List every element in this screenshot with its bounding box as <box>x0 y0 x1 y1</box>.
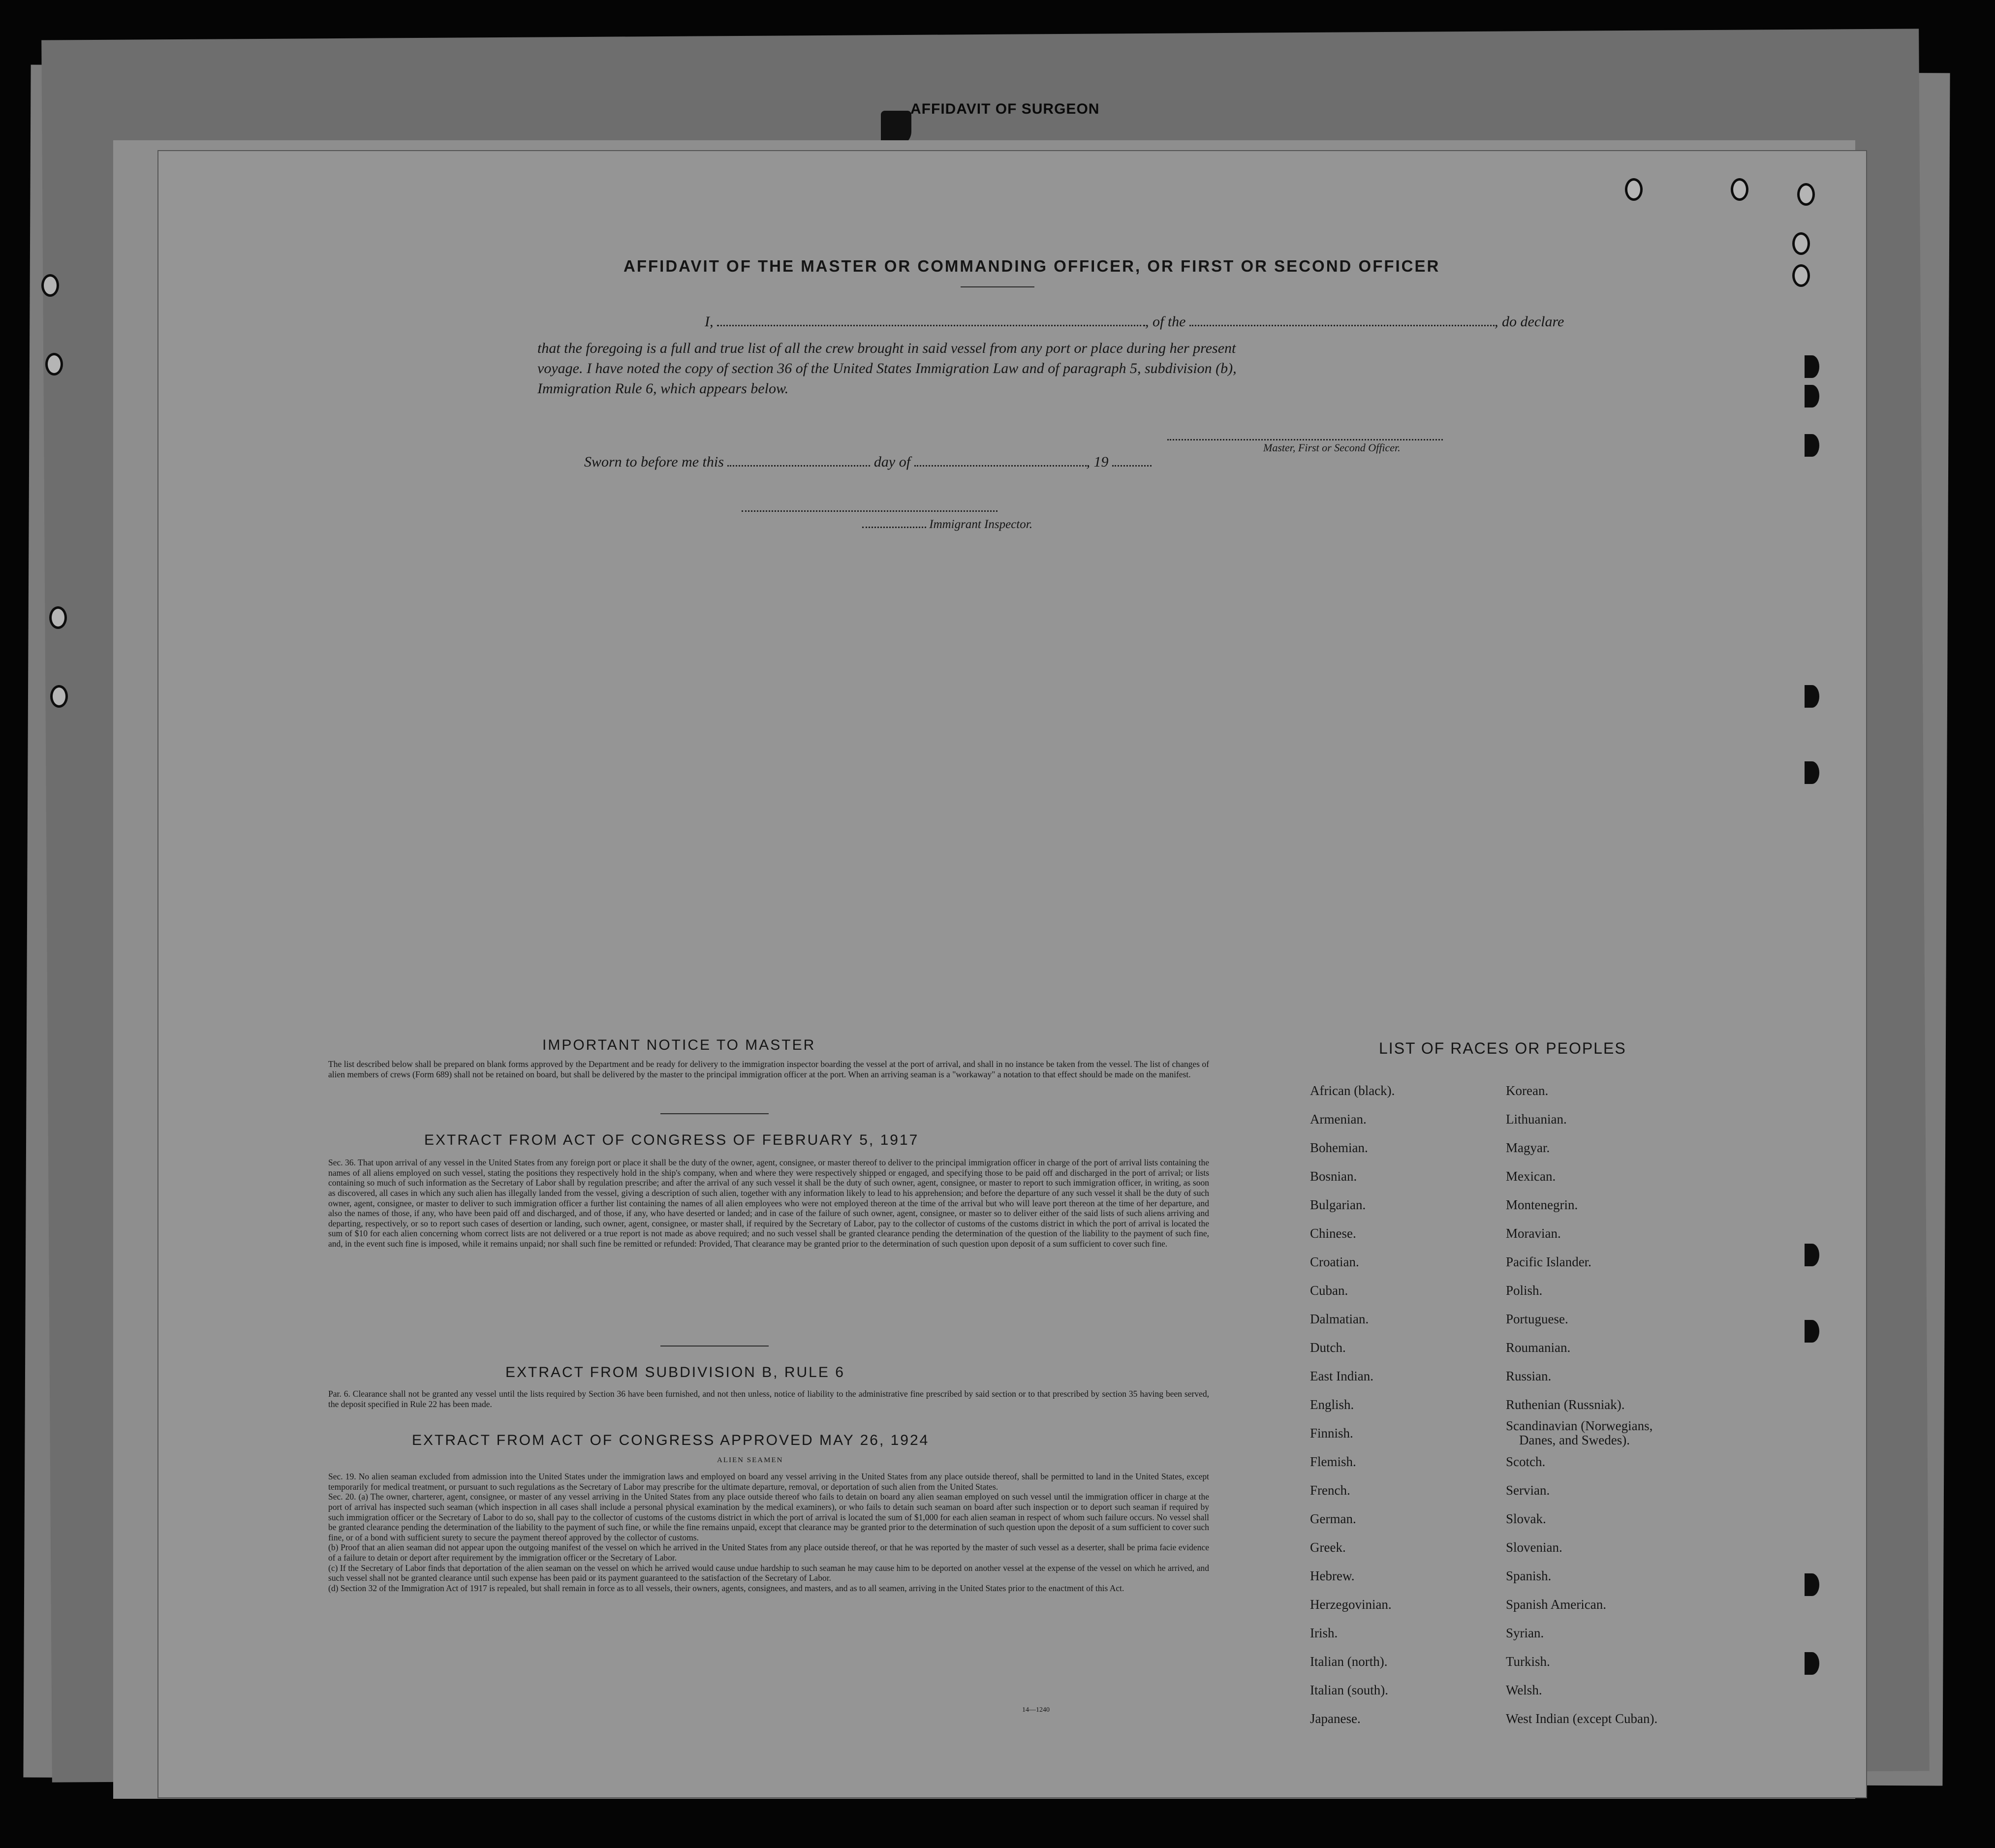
punch-hole <box>1792 232 1810 255</box>
punch-hole <box>1805 1244 1819 1266</box>
punch-hole <box>1792 264 1810 287</box>
race-item: Roumanian. <box>1506 1340 1571 1355</box>
section-rule <box>660 1346 769 1347</box>
punch-hole <box>1731 178 1748 201</box>
race-item: Welsh. <box>1506 1683 1542 1697</box>
race-item: Finnish. <box>1310 1426 1353 1441</box>
race-item: English. <box>1310 1397 1354 1412</box>
race-item: Slovak. <box>1506 1511 1546 1526</box>
race-item: Spanish. <box>1506 1568 1552 1583</box>
race-item: Bulgarian. <box>1310 1197 1366 1212</box>
race-item: Cuban. <box>1310 1283 1348 1298</box>
extract-1917-body: Sec. 36. That upon arrival of any vessel in the United States from any foreign port or place it shall be the duty of the owner, agent, consignee, or master thereof to deliver to the principal immigration officer in charge of the port of arrival lists containing the names of all aliens employed on such vessel, stating the positions they respectively hold in the ship's company, when and where they were respectively shipped or engaged, and specifying those to be paid off and discharged in the port of arrival; or lists containing so much of such information as the Secretary of Labor shall by regulation prescribe; and after the arrival of any such vessel it shall be the duty of such owner, agent, consignee, or master to report to such immigration officer, in writing, as soon as discovered, all cases in which any such alien has illegally landed from the vessel, giving a description of such alien, together with any information likely to lead to his apprehension; and before the departure of any such vessel it shall be the duty of such owner, agent, consignee, or master to deliver to such immigration officer a further list containing the names of all alien employees who were not employed thereon at the time of the arrival but who will leave port thereon at the time of her departure, and also the names of those, if any, who have been paid off and discharged, and of those, if any, who have deserted or landed; and in case of the failure of such owner, agent, consignee, or master so to deliver either of the said lists of such aliens arriving and departing, respectively, or so to report such cases of desertion or landing, such owner, agent, consignee, or master shall, if required by the Secretary of Labor, pay to the collector of customs of the customs district in which the port of arrival is located the sum of $10 for each alien concerning whom correct lists are not delivered or a true report is not made as above required; and no such vessel shall be granted clearance pending the determination of the question of the liability to the payment of such fine, and, in the event such fine is imposed, while it remains unpaid; nor shall such fine be remitted or refunded: Provided, That clearance may be granted prior to the determination of such question upon deposit of a sum sufficient to cover such fine. <box>328 1158 1209 1249</box>
year-blank <box>1112 465 1152 467</box>
race-item: Russian. <box>1506 1369 1552 1383</box>
race-item: Dalmatian. <box>1310 1312 1369 1326</box>
sec-20-a: Sec. 20. (a) The owner, charterer, agent, consignee, or master of any vessel arriving in the United States from any place outside thereof who fails to detain on board any alien seaman employed on such vessel until the immigration officer in charge at the port of arrival has inspected such seaman (which inspection in all cases shall include a personal physical examination by the medical examiners), or who fails to detain such seaman on board after such inspection or to deport such seaman if required by such immigration officer or the Secretary of Labor to do so, shall pay to the collector of customs of the customs district in which the port of arrival is located the sum of $1,000 for each alien seaman in respect of whom such failure occurs. No vessel shall be granted clearance pending the determination of the liability to the payment of such fine, or while the fine remains unpaid, except that clearance may be granted prior to the determination of such question upon the deposit of a sum sufficient to cover such fine, or of a bond with sufficient surety to secure the payment thereof approved by the collector of customs. <box>328 1492 1209 1542</box>
affidavit-title: AFFIDAVIT OF THE MASTER OR COMMANDING OFFICER, OR FIRST OR SECOND OFFICER <box>623 257 1440 275</box>
race-item: Herzegovinian. <box>1310 1597 1392 1612</box>
punch-hole <box>1805 434 1819 457</box>
name-blank <box>717 324 1145 326</box>
race-item: Slovenian. <box>1506 1540 1562 1555</box>
race-item: Bosnian. <box>1310 1169 1357 1184</box>
race-item: Lithuanian. <box>1506 1112 1567 1127</box>
race-item: Chinese. <box>1310 1226 1356 1241</box>
affidavit-line-1 <box>550 313 1647 330</box>
race-item: Bohemian. <box>1310 1140 1368 1155</box>
affidavit-i-text: I, <box>705 313 714 330</box>
race-item: West Indian (except Cuban). <box>1506 1711 1658 1726</box>
title-rule <box>961 286 1034 287</box>
extract-1924-body <box>328 1472 1209 1594</box>
race-item: Spanish American. <box>1506 1597 1606 1612</box>
punch-hole <box>1625 178 1643 201</box>
document-page <box>157 150 1867 1798</box>
punch-hole <box>1805 1652 1819 1675</box>
month-blank <box>914 465 1087 467</box>
race-item: Italian (south). <box>1310 1683 1388 1697</box>
race-item: Scotch. <box>1506 1454 1546 1469</box>
sec-19: Sec. 19. No alien seaman excluded from admission into the United States under the immigration laws and employed on board any vessel arriving in the United States from any place outside thereof, shall be permitted to land in the United States, except temporarily for medical treatment, or pursuant to such regulations as the Secretary of Labor may prescribe for the ultimate departure, removal, or deportation of such alien from the United States. <box>328 1472 1209 1492</box>
day-blank <box>727 465 870 467</box>
race-item: Dutch. <box>1310 1340 1346 1355</box>
race-item: French. <box>1310 1483 1350 1498</box>
race-item: Korean. <box>1506 1083 1549 1098</box>
inspector-signature-line <box>742 510 998 512</box>
races-column-1 <box>1310 1076 1395 1733</box>
section-rule <box>660 1113 769 1114</box>
sworn-prefix: Sworn to before me this <box>584 454 724 470</box>
affidavit-line-4: Immigration Rule 6, which appears below. <box>537 380 789 397</box>
punch-hole <box>49 606 67 629</box>
race-item: Scandinavian (Norwegians, Danes, and Swedes). <box>1506 1418 1653 1447</box>
back-sheet-label: AFFIDAVIT OF SURGEON <box>910 101 1100 117</box>
punch-hole <box>1805 385 1819 407</box>
race-item: Greek. <box>1310 1540 1346 1555</box>
sec-20-c: (c) If the Secretary of Labor finds that deportation of the alien seaman on the vessel on which he arrived would cause undue hardship to such seaman he may cause him to be deported on another vessel at the expense of the vessel on which he arrived, and such vessel shall not be granted clearance until such expense has been paid or its payment guaranteed to the satisfaction of the Secretary of Labor. <box>328 1563 1209 1583</box>
inspector-line <box>862 518 1032 532</box>
form-number: 14—1240 <box>1022 1706 1050 1714</box>
race-item: Hebrew. <box>1310 1568 1355 1583</box>
race-item: Magyar. <box>1506 1140 1550 1155</box>
extract-rule6-body: Par. 6. Clearance shall not be granted any vessel until the lists required by Section 36 have been furnished, and not then unless, notice of liability to the administrative fine prescribed by said section or to that prescribed by section 35 having been served, the deposit specified in Rule 22 has been made. <box>328 1389 1209 1409</box>
punch-hole <box>1797 183 1815 206</box>
master-signature-line <box>1167 439 1443 440</box>
race-item: Polish. <box>1506 1283 1543 1298</box>
affidavit-line-2: that the foregoing is a full and true list of all the crew brought in said vessel from any port or place during her present <box>537 340 1236 356</box>
punch-hole <box>1805 685 1819 708</box>
races-title: LIST OF RACES OR PEOPLES <box>1379 1039 1626 1057</box>
affidavit-do-declare-text: , do declare <box>1495 313 1564 330</box>
punch-hole <box>41 274 59 297</box>
race-item: Pacific Islander. <box>1506 1254 1591 1269</box>
race-item: Turkish. <box>1506 1654 1550 1669</box>
race-item: Flemish. <box>1310 1454 1356 1469</box>
sec-20-d: (d) Section 32 of the Immigration Act of 1917 is repealed, but shall remain in force as to all vessels, their owners, agents, consignees, and masters, and as to all seamen, arriving in the United States prior to the enactment of this Act. <box>328 1583 1124 1594</box>
notice-title: IMPORTANT NOTICE TO MASTER <box>542 1037 816 1053</box>
races-column-2 <box>1506 1076 1657 1733</box>
punch-hole <box>1805 1573 1819 1596</box>
affidavit-of-the-text: , of the <box>1145 313 1186 330</box>
sworn-line <box>584 454 1152 470</box>
affidavit-body <box>537 338 1645 399</box>
race-item: Armenian. <box>1310 1112 1367 1127</box>
extract-1924-title: EXTRACT FROM ACT OF CONGRESS APPROVED MAY 26, 1924 <box>412 1432 930 1448</box>
sec-20-b: (b) Proof that an alien seaman did not appear upon the outgoing manifest of the vessel on which he arrived in the United States from any place outside thereof, or that he was reported by the master of such vessel as a deserter, shall be prima facie evidence of a failure to detain or deport after requirement by the immigration officer or the Secretary of Labor. <box>328 1542 1209 1563</box>
inspector-label: Immigrant Inspector. <box>929 518 1032 531</box>
sworn-day-of: day of <box>873 454 911 470</box>
race-item: Japanese. <box>1310 1711 1361 1726</box>
race-item: Montenegrin. <box>1506 1197 1578 1212</box>
extract-1917-title: EXTRACT FROM ACT OF CONGRESS OF FEBRUARY 5, 1917 <box>424 1132 919 1148</box>
race-item: Irish. <box>1310 1626 1338 1640</box>
race-item: Portuguese. <box>1506 1312 1568 1326</box>
race-item: German. <box>1310 1511 1356 1526</box>
race-item: Croatian. <box>1310 1254 1359 1269</box>
punch-hole <box>1805 761 1819 784</box>
race-item: Italian (north). <box>1310 1654 1388 1669</box>
punch-hole <box>1805 355 1819 378</box>
race-item: East Indian. <box>1310 1369 1373 1383</box>
extract-rule6-title: EXTRACT FROM SUBDIVISION B, RULE 6 <box>505 1364 845 1380</box>
master-signature-label: Master, First or Second Officer. <box>1263 441 1401 454</box>
inspector-blank <box>862 526 926 528</box>
race-item: African (black). <box>1310 1083 1395 1098</box>
punch-hole <box>45 353 63 376</box>
vessel-blank <box>1189 324 1495 326</box>
race-item: Ruthenian (Russniak). <box>1506 1397 1625 1412</box>
race-item: Syrian. <box>1506 1626 1544 1640</box>
notice-body: The list described below shall be prepared on blank forms approved by the Department and be ready for delivery to the immigration inspector boarding the vessel at the port of arrival, and shall in no instance be taken from the vessel. The list of changes of alien members of crews (Form 689) shall not be retained on board, but shall be delivered by the master to the principal immigration officer at the port. When an arriving seaman is a "workaway" a notation to that effect should be made on the manifest. <box>328 1059 1209 1079</box>
alien-seamen-subtitle: ALIEN SEAMEN <box>717 1456 783 1464</box>
affidavit-line-3: voyage. I have noted the copy of section 36 of the United States Immigration Law and of paragraph 5, subdivision (b), <box>537 360 1237 376</box>
sworn-year: , 19 <box>1086 454 1109 470</box>
race-item: Servian. <box>1506 1483 1550 1498</box>
punch-hole <box>1805 1320 1819 1343</box>
race-item: Moravian. <box>1506 1226 1561 1241</box>
punch-hole <box>50 685 68 708</box>
race-item: Mexican. <box>1506 1169 1556 1184</box>
